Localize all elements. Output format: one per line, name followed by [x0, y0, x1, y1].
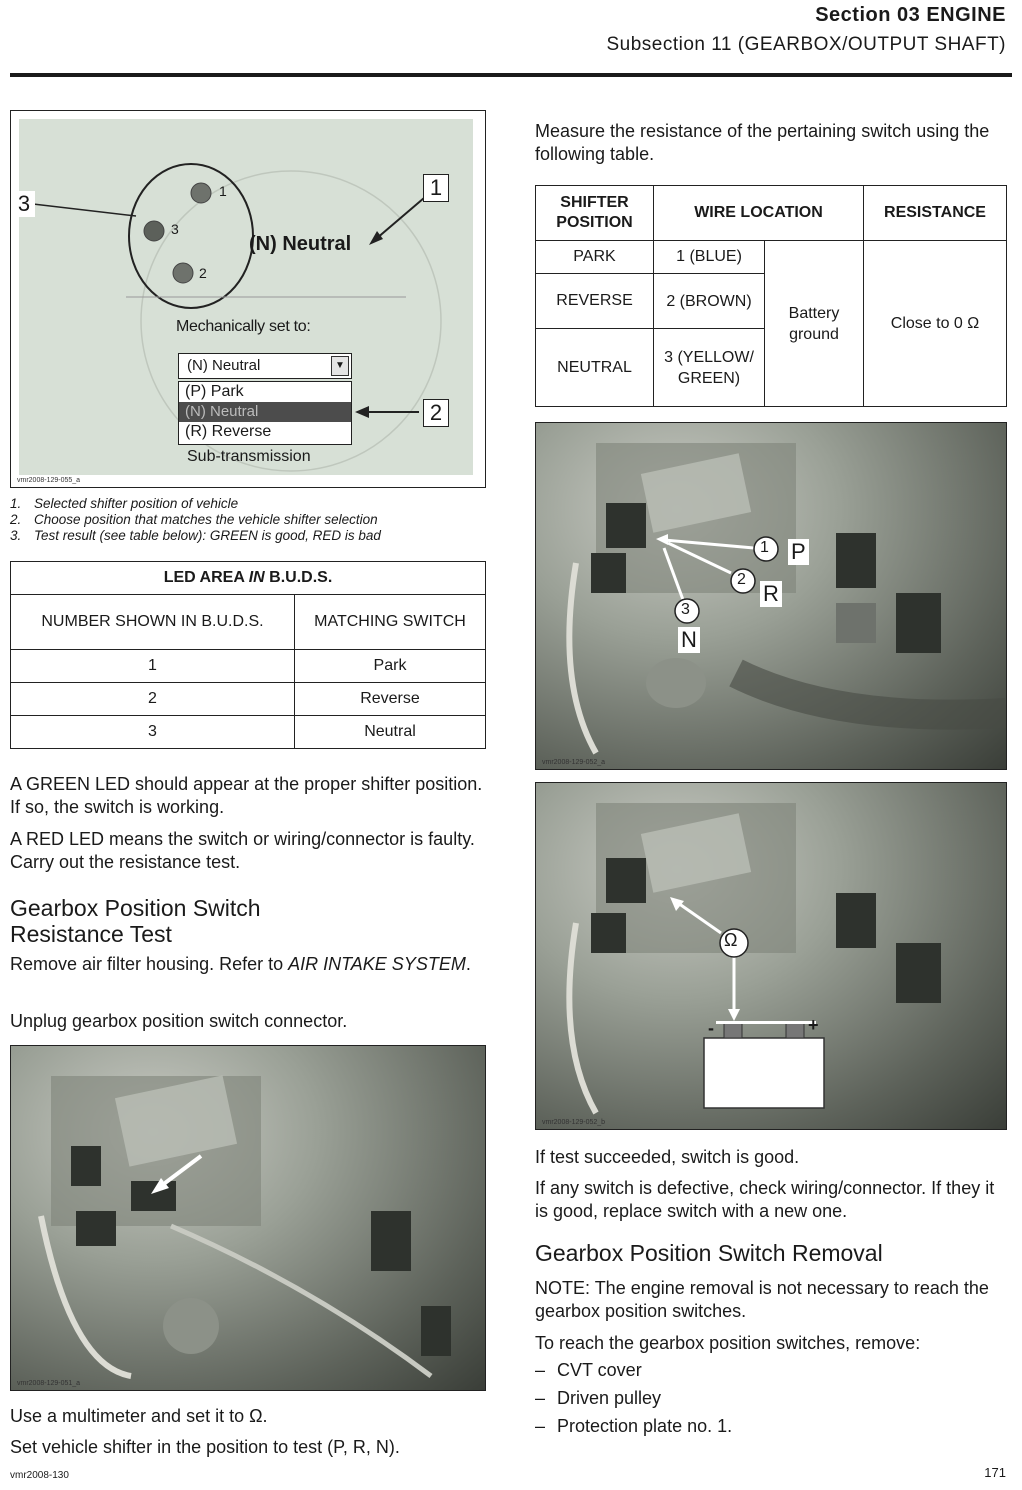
res-ground: Battery ground	[765, 241, 864, 407]
engine-photo-connector	[10, 1045, 486, 1391]
led-area-table	[10, 561, 486, 749]
res-row-park-wire: 1 (BLUE)	[654, 241, 765, 274]
paragraph-shifter-position: Set vehicle shifter in the position to test (P, R, N).	[10, 1437, 400, 1457]
photo2-label-p: P	[788, 539, 809, 565]
photo3-id: vmr2008-129-052_b	[542, 1119, 606, 1126]
led-row-3-number: 3	[11, 716, 295, 749]
res-row-reverse-pos: REVERSE	[536, 274, 654, 329]
sub-transmission-label: Sub-transmission	[187, 448, 311, 465]
heading-removal: Gearbox Position Switch Removal	[535, 1240, 883, 1266]
led-label-3: 3	[171, 221, 179, 237]
res-header-position: SHIFTER POSITION	[536, 186, 654, 241]
led-row-1-switch: Park	[295, 650, 486, 683]
note-label: NOTE:	[535, 1278, 591, 1298]
led-col-switch-header: MATCHING SWITCH	[295, 595, 486, 650]
photo2-callout-3: 3	[681, 601, 690, 618]
list-item: – Protection plate no. 1.	[535, 1416, 733, 1436]
section-title: Section 03 ENGINE	[815, 4, 1006, 26]
figure-captions	[10, 496, 480, 544]
paragraph-test-succeeded: If test succeeded, switch is good.	[535, 1147, 800, 1167]
paragraph-measure-resistance: Measure the resistance of the pertaining switch using the following table.	[535, 121, 990, 164]
buds-screen-figure	[10, 110, 486, 488]
footer-doc-id: vmr2008-130	[10, 1470, 69, 1481]
res-value: Close to 0 Ω	[864, 241, 1007, 407]
paragraph-green-led: A GREEN LED should appear at the proper shifter position. If so, the switch is working.	[10, 774, 483, 817]
paragraph-remove-air-filter: Remove air filter housing. Refer to AIR INTAKE SYSTEM.	[10, 954, 471, 974]
callout-3: 3	[13, 191, 35, 217]
resistance-table	[535, 185, 1007, 407]
ohmmeter-photo-drawing	[536, 783, 1006, 1129]
page-number: 171	[984, 1465, 1006, 1480]
led-row-1-number: 1	[11, 650, 295, 683]
heading-resistance-test: Gearbox Position Switch Resistance Test	[10, 895, 261, 947]
led-2	[173, 263, 193, 283]
engine-photo-drawing	[11, 1046, 485, 1390]
shifter-select[interactable]	[178, 353, 352, 379]
callout-2: 2	[423, 399, 449, 427]
note-paragraph	[535, 1277, 1009, 1323]
photo2-callout-2: 2	[737, 571, 746, 588]
photo2-callout-1: 1	[760, 539, 769, 556]
option-reverse[interactable]: (R) Reverse	[185, 423, 272, 440]
led-row-2-switch: Reverse	[295, 683, 486, 716]
subsection-title: Subsection 11 (GEARBOX/OUTPUT SHAFT)	[606, 34, 1006, 55]
paragraph-to-reach: To reach the gearbox position switches, remove:	[535, 1333, 921, 1353]
paragraph-defective-switch: If any switch is defective, check wiring/connector. If they it is good, replace switch with a new one.	[535, 1178, 995, 1221]
caption-3: 3. Test result (see table below): GREEN is good, RED is bad	[10, 528, 381, 543]
res-row-neutral-wire: 3 (YELLOW/ GREEN)	[654, 329, 765, 407]
led-table-title: LED AREA IN B.U.D.S.	[11, 562, 486, 595]
engine-photo-switches	[535, 422, 1007, 770]
paragraph-multimeter: Use a multimeter and set it to Ω.	[10, 1406, 268, 1426]
option-park[interactable]: (P) Park	[185, 383, 244, 400]
chevron-down-icon[interactable]: ▼	[331, 356, 349, 376]
photo2-id: vmr2008-129-052_a	[542, 759, 606, 766]
res-header-resistance: RESISTANCE	[864, 186, 1007, 241]
list-item: – CVT cover	[535, 1360, 642, 1380]
list-item: – Driven pulley	[535, 1388, 662, 1408]
shifter-select-value: (N) Neutral	[187, 357, 261, 374]
mech-label: Mechanically set to:	[176, 318, 311, 335]
led-label-2: 2	[199, 265, 207, 281]
led-1	[191, 183, 211, 203]
photo2-label-n: N	[678, 627, 700, 653]
res-row-park-pos: PARK	[536, 241, 654, 274]
led-row-3-switch: Neutral	[295, 716, 486, 749]
callout-1: 1	[423, 174, 449, 202]
photo1-id: vmr2008-129-051_a	[17, 1380, 81, 1387]
led-row-2-number: 2	[11, 683, 295, 716]
neutral-label: (N) Neutral	[249, 233, 352, 255]
res-row-reverse-wire: 2 (BROWN)	[654, 274, 765, 329]
option-neutral[interactable]: (N) Neutral	[179, 402, 351, 422]
ohm-symbol: Ω	[724, 930, 738, 950]
led-label-1: 1	[219, 183, 227, 199]
battery-plus: +	[808, 1015, 819, 1035]
paragraph-unplug-connector: Unplug gearbox position switch connector.	[10, 1011, 348, 1031]
header-rule	[10, 73, 1012, 77]
shifter-options	[178, 381, 352, 445]
photo2-label-r: R	[760, 581, 782, 607]
caption-2: 2. Choose position that matches the vehicle shifter selection	[10, 512, 378, 527]
caption-1: 1. Selected shifter position of vehicle	[10, 496, 239, 511]
figure-id: vmr2008-129-055_a	[17, 477, 81, 484]
battery-minus: -	[708, 1018, 714, 1038]
removal-list	[535, 1359, 1009, 1443]
res-row-neutral-pos: NEUTRAL	[536, 329, 654, 407]
engine-photo-ohmmeter	[535, 782, 1007, 1130]
res-header-wire: WIRE LOCATION	[654, 186, 864, 241]
led-3	[144, 221, 164, 241]
led-col-number-header: NUMBER SHOWN IN B.U.D.S.	[11, 595, 295, 650]
note-text: The engine removal is not necessary to reach the gearbox position switches.	[535, 1278, 989, 1321]
paragraph-red-led: A RED LED means the switch or wiring/connector is faulty. Carry out the resistance test.	[10, 829, 475, 872]
